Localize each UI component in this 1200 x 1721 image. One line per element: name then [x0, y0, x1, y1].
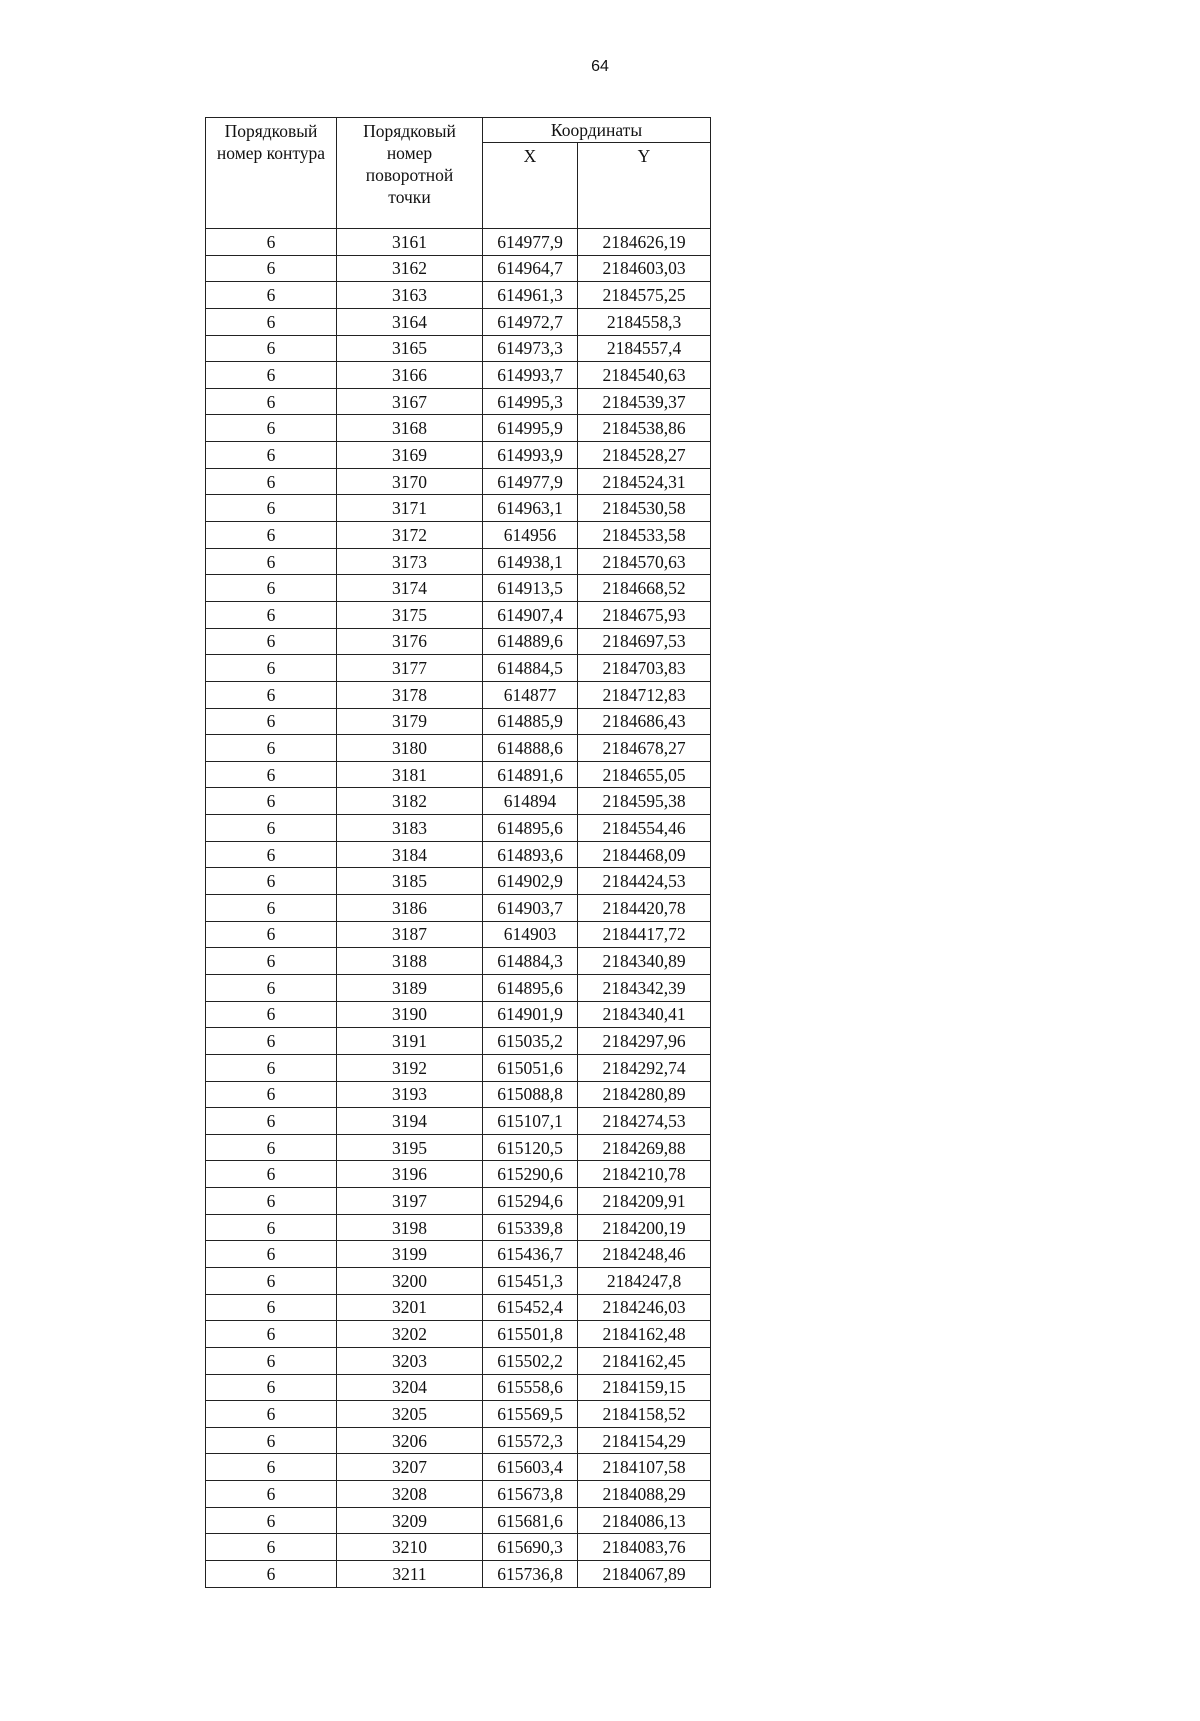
y-coordinate-cell: 2184675,93 — [578, 601, 711, 628]
point-number-cell: 3187 — [337, 921, 483, 948]
x-coordinate-cell: 614891,6 — [483, 761, 578, 788]
point-number-cell: 3186 — [337, 895, 483, 922]
y-coordinate-cell: 2184668,52 — [578, 575, 711, 602]
x-coordinate-cell: 614993,9 — [483, 442, 578, 469]
point-number-cell: 3209 — [337, 1507, 483, 1534]
contour-number-cell: 6 — [206, 1028, 337, 1055]
contour-number-cell: 6 — [206, 868, 337, 895]
point-number-cell: 3178 — [337, 681, 483, 708]
x-coordinate-cell: 614893,6 — [483, 841, 578, 868]
x-coordinate-cell: 615035,2 — [483, 1028, 578, 1055]
point-number-cell: 3176 — [337, 628, 483, 655]
point-number-cell: 3210 — [337, 1534, 483, 1561]
x-coordinate-cell: 614995,9 — [483, 415, 578, 442]
y-coordinate-cell: 2184086,13 — [578, 1507, 711, 1534]
table-row — [206, 788, 711, 815]
table-row — [206, 229, 711, 256]
table-row — [206, 1081, 711, 1108]
point-number-cell: 3199 — [337, 1241, 483, 1268]
y-coordinate-cell: 2184603,03 — [578, 255, 711, 282]
contour-number-cell: 6 — [206, 1481, 337, 1508]
contour-number-cell: 6 — [206, 628, 337, 655]
contour-number-cell: 6 — [206, 522, 337, 549]
point-number-cell: 3177 — [337, 655, 483, 682]
point-number-cell: 3171 — [337, 495, 483, 522]
x-coordinate-cell: 614877 — [483, 681, 578, 708]
y-coordinate-cell: 2184162,48 — [578, 1321, 711, 1348]
x-coordinate-cell: 614995,3 — [483, 388, 578, 415]
x-coordinate-cell: 614902,9 — [483, 868, 578, 895]
header-coordinates: Координаты — [483, 118, 711, 143]
point-number-cell: 3161 — [337, 229, 483, 256]
table-row — [206, 761, 711, 788]
contour-number-cell: 6 — [206, 1241, 337, 1268]
y-coordinate-cell: 2184158,52 — [578, 1401, 711, 1428]
y-coordinate-cell: 2184292,74 — [578, 1054, 711, 1081]
point-number-cell: 3173 — [337, 548, 483, 575]
table-row — [206, 1028, 711, 1055]
contour-number-cell: 6 — [206, 815, 337, 842]
y-coordinate-cell: 2184626,19 — [578, 229, 711, 256]
y-coordinate-cell: 2184107,58 — [578, 1454, 711, 1481]
header-y: Y — [578, 143, 711, 229]
x-coordinate-cell: 615107,1 — [483, 1108, 578, 1135]
x-coordinate-cell: 614901,9 — [483, 1001, 578, 1028]
y-coordinate-cell: 2184557,4 — [578, 335, 711, 362]
x-coordinate-cell: 615088,8 — [483, 1081, 578, 1108]
y-coordinate-cell: 2184340,89 — [578, 948, 711, 975]
x-coordinate-cell: 615603,4 — [483, 1454, 578, 1481]
table-body — [206, 229, 711, 1588]
y-coordinate-cell: 2184540,63 — [578, 362, 711, 389]
table-row — [206, 948, 711, 975]
x-coordinate-cell: 615502,2 — [483, 1347, 578, 1374]
contour-number-cell: 6 — [206, 229, 337, 256]
table-row — [206, 1108, 711, 1135]
point-number-cell: 3165 — [337, 335, 483, 362]
y-coordinate-cell: 2184686,43 — [578, 708, 711, 735]
point-number-cell: 3205 — [337, 1401, 483, 1428]
table-row — [206, 708, 711, 735]
point-number-cell: 3208 — [337, 1481, 483, 1508]
point-number-cell: 3194 — [337, 1108, 483, 1135]
table-row — [206, 735, 711, 762]
table-row — [206, 442, 711, 469]
contour-number-cell: 6 — [206, 1374, 337, 1401]
point-number-cell: 3188 — [337, 948, 483, 975]
point-number-cell: 3163 — [337, 282, 483, 309]
contour-number-cell: 6 — [206, 1534, 337, 1561]
contour-number-cell: 6 — [206, 1214, 337, 1241]
contour-number-cell: 6 — [206, 468, 337, 495]
y-coordinate-cell: 2184570,63 — [578, 548, 711, 575]
y-coordinate-cell: 2184595,38 — [578, 788, 711, 815]
point-number-cell: 3170 — [337, 468, 483, 495]
table-row — [206, 601, 711, 628]
contour-number-cell: 6 — [206, 1188, 337, 1215]
contour-number-cell: 6 — [206, 708, 337, 735]
x-coordinate-cell: 614884,3 — [483, 948, 578, 975]
y-coordinate-cell: 2184297,96 — [578, 1028, 711, 1055]
contour-number-cell: 6 — [206, 974, 337, 1001]
x-coordinate-cell: 615452,4 — [483, 1294, 578, 1321]
contour-number-cell: 6 — [206, 681, 337, 708]
point-number-cell: 3206 — [337, 1427, 483, 1454]
point-number-cell: 3201 — [337, 1294, 483, 1321]
y-coordinate-cell: 2184528,27 — [578, 442, 711, 469]
table-row — [206, 522, 711, 549]
contour-number-cell: 6 — [206, 1401, 337, 1428]
point-number-cell: 3181 — [337, 761, 483, 788]
point-number-cell: 3162 — [337, 255, 483, 282]
x-coordinate-cell: 614973,3 — [483, 335, 578, 362]
table-row — [206, 1374, 711, 1401]
table-row — [206, 1294, 711, 1321]
y-coordinate-cell: 2184575,25 — [578, 282, 711, 309]
x-coordinate-cell: 615690,3 — [483, 1534, 578, 1561]
x-coordinate-cell: 615436,7 — [483, 1241, 578, 1268]
table-row — [206, 1134, 711, 1161]
y-coordinate-cell: 2184269,88 — [578, 1134, 711, 1161]
x-coordinate-cell: 614903 — [483, 921, 578, 948]
point-number-cell: 3196 — [337, 1161, 483, 1188]
x-coordinate-cell: 614888,6 — [483, 735, 578, 762]
x-coordinate-cell: 615290,6 — [483, 1161, 578, 1188]
table-row — [206, 1241, 711, 1268]
table-row — [206, 974, 711, 1001]
point-number-cell: 3189 — [337, 974, 483, 1001]
point-number-cell: 3190 — [337, 1001, 483, 1028]
page-number: 64 — [591, 58, 609, 75]
table-row — [206, 548, 711, 575]
table-row — [206, 1454, 711, 1481]
x-coordinate-cell: 614961,3 — [483, 282, 578, 309]
y-coordinate-cell: 2184340,41 — [578, 1001, 711, 1028]
x-coordinate-cell: 614895,6 — [483, 974, 578, 1001]
contour-number-cell: 6 — [206, 255, 337, 282]
table-row — [206, 1214, 711, 1241]
table-row — [206, 388, 711, 415]
y-coordinate-cell: 2184468,09 — [578, 841, 711, 868]
y-coordinate-cell: 2184088,29 — [578, 1481, 711, 1508]
contour-number-cell: 6 — [206, 1267, 337, 1294]
contour-number-cell: 6 — [206, 1427, 337, 1454]
contour-number-cell: 6 — [206, 1081, 337, 1108]
contour-number-cell: 6 — [206, 442, 337, 469]
table-row — [206, 868, 711, 895]
y-coordinate-cell: 2184655,05 — [578, 761, 711, 788]
table-row — [206, 415, 711, 442]
y-coordinate-cell: 2184678,27 — [578, 735, 711, 762]
contour-number-cell: 6 — [206, 1161, 337, 1188]
x-coordinate-cell: 614885,9 — [483, 708, 578, 735]
y-coordinate-cell: 2184538,86 — [578, 415, 711, 442]
x-coordinate-cell: 614895,6 — [483, 815, 578, 842]
y-coordinate-cell: 2184533,58 — [578, 522, 711, 549]
point-number-cell: 3195 — [337, 1134, 483, 1161]
contour-number-cell: 6 — [206, 1294, 337, 1321]
contour-number-cell: 6 — [206, 788, 337, 815]
header-x: X — [483, 143, 578, 229]
table-row — [206, 815, 711, 842]
table-row — [206, 1321, 711, 1348]
point-number-cell: 3182 — [337, 788, 483, 815]
contour-number-cell: 6 — [206, 388, 337, 415]
x-coordinate-cell: 614964,7 — [483, 255, 578, 282]
table-row — [206, 1507, 711, 1534]
x-coordinate-cell: 614907,4 — [483, 601, 578, 628]
x-coordinate-cell: 615120,5 — [483, 1134, 578, 1161]
x-coordinate-cell: 614913,5 — [483, 575, 578, 602]
point-number-cell: 3193 — [337, 1081, 483, 1108]
y-coordinate-cell: 2184524,31 — [578, 468, 711, 495]
contour-number-cell: 6 — [206, 895, 337, 922]
x-coordinate-cell: 614903,7 — [483, 895, 578, 922]
x-coordinate-cell: 614993,7 — [483, 362, 578, 389]
contour-number-cell: 6 — [206, 921, 337, 948]
y-coordinate-cell: 2184712,83 — [578, 681, 711, 708]
y-coordinate-cell: 2184530,58 — [578, 495, 711, 522]
y-coordinate-cell: 2184159,15 — [578, 1374, 711, 1401]
y-coordinate-cell: 2184246,03 — [578, 1294, 711, 1321]
x-coordinate-cell: 614977,9 — [483, 468, 578, 495]
point-number-cell: 3207 — [337, 1454, 483, 1481]
contour-number-cell: 6 — [206, 1001, 337, 1028]
table-row — [206, 1481, 711, 1508]
point-number-cell: 3167 — [337, 388, 483, 415]
y-coordinate-cell: 2184703,83 — [578, 655, 711, 682]
contour-number-cell: 6 — [206, 282, 337, 309]
point-number-cell: 3197 — [337, 1188, 483, 1215]
y-coordinate-cell: 2184558,3 — [578, 308, 711, 335]
y-coordinate-cell: 2184424,53 — [578, 868, 711, 895]
y-coordinate-cell: 2184210,78 — [578, 1161, 711, 1188]
y-coordinate-cell: 2184280,89 — [578, 1081, 711, 1108]
y-coordinate-cell: 2184420,78 — [578, 895, 711, 922]
x-coordinate-cell: 615451,3 — [483, 1267, 578, 1294]
contour-number-cell: 6 — [206, 335, 337, 362]
x-coordinate-cell: 614938,1 — [483, 548, 578, 575]
table-row — [206, 495, 711, 522]
y-coordinate-cell: 2184162,45 — [578, 1347, 711, 1374]
table-row — [206, 681, 711, 708]
y-coordinate-cell: 2184154,29 — [578, 1427, 711, 1454]
point-number-cell: 3183 — [337, 815, 483, 842]
point-number-cell: 3203 — [337, 1347, 483, 1374]
point-number-cell: 3175 — [337, 601, 483, 628]
x-coordinate-cell: 614889,6 — [483, 628, 578, 655]
point-number-cell: 3200 — [337, 1267, 483, 1294]
table-row — [206, 282, 711, 309]
x-coordinate-cell: 615558,6 — [483, 1374, 578, 1401]
y-coordinate-cell: 2184200,19 — [578, 1214, 711, 1241]
x-coordinate-cell: 614956 — [483, 522, 578, 549]
y-coordinate-cell: 2184417,72 — [578, 921, 711, 948]
table-row — [206, 655, 711, 682]
contour-number-cell: 6 — [206, 415, 337, 442]
contour-number-cell: 6 — [206, 362, 337, 389]
contour-number-cell: 6 — [206, 575, 337, 602]
table-row — [206, 1054, 711, 1081]
point-number-cell: 3184 — [337, 841, 483, 868]
table-row — [206, 362, 711, 389]
contour-number-cell: 6 — [206, 655, 337, 682]
table-row — [206, 1001, 711, 1028]
x-coordinate-cell: 614972,7 — [483, 308, 578, 335]
y-coordinate-cell: 2184209,91 — [578, 1188, 711, 1215]
table-header — [206, 118, 711, 229]
table-row — [206, 628, 711, 655]
table-row — [206, 841, 711, 868]
table-row — [206, 1161, 711, 1188]
table-row — [206, 308, 711, 335]
point-number-cell: 3168 — [337, 415, 483, 442]
table-row — [206, 255, 711, 282]
table-row — [206, 895, 711, 922]
point-number-cell: 3192 — [337, 1054, 483, 1081]
x-coordinate-cell: 614894 — [483, 788, 578, 815]
x-coordinate-cell: 615501,8 — [483, 1321, 578, 1348]
table-row — [206, 468, 711, 495]
x-coordinate-cell: 614963,1 — [483, 495, 578, 522]
point-number-cell: 3198 — [337, 1214, 483, 1241]
coordinates-table — [205, 117, 711, 1588]
contour-number-cell: 6 — [206, 1134, 337, 1161]
y-coordinate-cell: 2184247,8 — [578, 1267, 711, 1294]
y-coordinate-cell: 2184342,39 — [578, 974, 711, 1001]
y-coordinate-cell: 2184274,53 — [578, 1108, 711, 1135]
point-number-cell: 3174 — [337, 575, 483, 602]
x-coordinate-cell: 615051,6 — [483, 1054, 578, 1081]
y-coordinate-cell: 2184539,37 — [578, 388, 711, 415]
table-row — [206, 1401, 711, 1428]
point-number-cell: 3180 — [337, 735, 483, 762]
table-row — [206, 1267, 711, 1294]
table-row — [206, 335, 711, 362]
contour-number-cell: 6 — [206, 761, 337, 788]
y-coordinate-cell: 2184067,89 — [578, 1561, 711, 1588]
contour-number-cell: 6 — [206, 1321, 337, 1348]
x-coordinate-cell: 615569,5 — [483, 1401, 578, 1428]
table-row — [206, 1534, 711, 1561]
x-coordinate-cell: 615339,8 — [483, 1214, 578, 1241]
point-number-cell: 3211 — [337, 1561, 483, 1588]
contour-number-cell: 6 — [206, 1054, 337, 1081]
table-row — [206, 1427, 711, 1454]
contour-number-cell: 6 — [206, 1561, 337, 1588]
point-number-cell: 3166 — [337, 362, 483, 389]
contour-number-cell: 6 — [206, 735, 337, 762]
point-number-cell: 3169 — [337, 442, 483, 469]
table-row — [206, 1561, 711, 1588]
point-number-cell: 3164 — [337, 308, 483, 335]
x-coordinate-cell: 615681,6 — [483, 1507, 578, 1534]
point-number-cell: 3204 — [337, 1374, 483, 1401]
table-row — [206, 1347, 711, 1374]
x-coordinate-cell: 615736,8 — [483, 1561, 578, 1588]
contour-number-cell: 6 — [206, 308, 337, 335]
x-coordinate-cell: 615572,3 — [483, 1427, 578, 1454]
y-coordinate-cell: 2184248,46 — [578, 1241, 711, 1268]
point-number-cell: 3179 — [337, 708, 483, 735]
contour-number-cell: 6 — [206, 1454, 337, 1481]
point-number-cell: 3185 — [337, 868, 483, 895]
y-coordinate-cell: 2184083,76 — [578, 1534, 711, 1561]
point-number-cell: 3172 — [337, 522, 483, 549]
contour-number-cell: 6 — [206, 841, 337, 868]
table-row — [206, 1188, 711, 1215]
point-number-cell: 3202 — [337, 1321, 483, 1348]
header-contour-number: Порядковый номер контура — [206, 118, 337, 229]
x-coordinate-cell: 615294,6 — [483, 1188, 578, 1215]
contour-number-cell: 6 — [206, 1507, 337, 1534]
table-row — [206, 921, 711, 948]
contour-number-cell: 6 — [206, 495, 337, 522]
x-coordinate-cell: 614884,5 — [483, 655, 578, 682]
y-coordinate-cell: 2184554,46 — [578, 815, 711, 842]
header-point-number: Порядковый номер поворотной точки — [337, 118, 483, 229]
x-coordinate-cell: 614977,9 — [483, 229, 578, 256]
contour-number-cell: 6 — [206, 601, 337, 628]
contour-number-cell: 6 — [206, 948, 337, 975]
contour-number-cell: 6 — [206, 548, 337, 575]
table-row — [206, 575, 711, 602]
contour-number-cell: 6 — [206, 1108, 337, 1135]
point-number-cell: 3191 — [337, 1028, 483, 1055]
x-coordinate-cell: 615673,8 — [483, 1481, 578, 1508]
contour-number-cell: 6 — [206, 1347, 337, 1374]
y-coordinate-cell: 2184697,53 — [578, 628, 711, 655]
